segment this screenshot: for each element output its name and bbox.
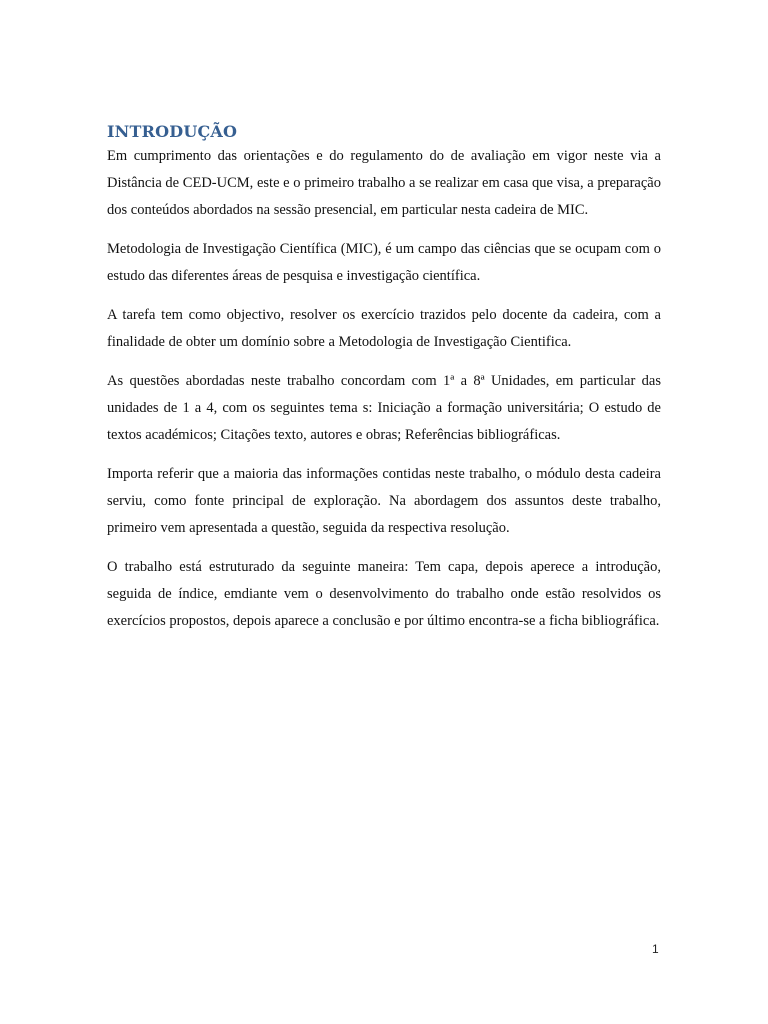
paragraph-5: Importa referir que a maioria das informações contidas neste trabalho, o módulo desta cadeira serviu, como fonte principal de exploração. Na abordagem dos assuntos deste trabalho, primeiro vem apresentada a questão, seguida da respectiva resolução. bbox=[107, 466, 661, 536]
paragraph-3: A tarefa tem como objectivo, resolver os exercício trazidos pelo docente da cadeira, com a finalidade de obter um domínio sobre a Metodologia de Investigação Cientifica. bbox=[107, 307, 661, 350]
paragraph-2: Metodologia de Investigação Científica (MIC), é um campo das ciências que se ocupam com o estudo das diferentes áreas de pesquisa e investigação científica. bbox=[107, 241, 661, 284]
paragraph-6: O trabalho está estruturado da seguinte maneira: Tem capa, depois aperece a introdução, seguida de índice, emdiante vem o desenvolvimento do trabalho onde estão resolvidos os exercícios propostos, depois aparece a conclusão e por último encontra-se a ficha bibliográfica. bbox=[107, 559, 661, 629]
paragraph-1: Em cumprimento das orientações e do regulamento do de avaliação em vigor neste via a Distância de CED-UCM, este e o primeiro trabalho a se realizar em casa que visa, a preparação dos conteúdos abordados na sessão presencial, em particular nesta cadeira de MIC. bbox=[107, 148, 661, 218]
section-heading: INTRODUÇÃO bbox=[107, 122, 238, 141]
page-number: 1 bbox=[652, 942, 659, 956]
body-text bbox=[107, 143, 661, 647]
paragraph-4: As questões abordadas neste trabalho concordam com 1ª a 8ª Unidades, em particular das unidades de 1 a 4, com os seguintes tema s: Iniciação a formação universitária; O estudo de textos académicos; Citações texto, autores e obras; Referências bibliográficas. bbox=[107, 373, 661, 443]
